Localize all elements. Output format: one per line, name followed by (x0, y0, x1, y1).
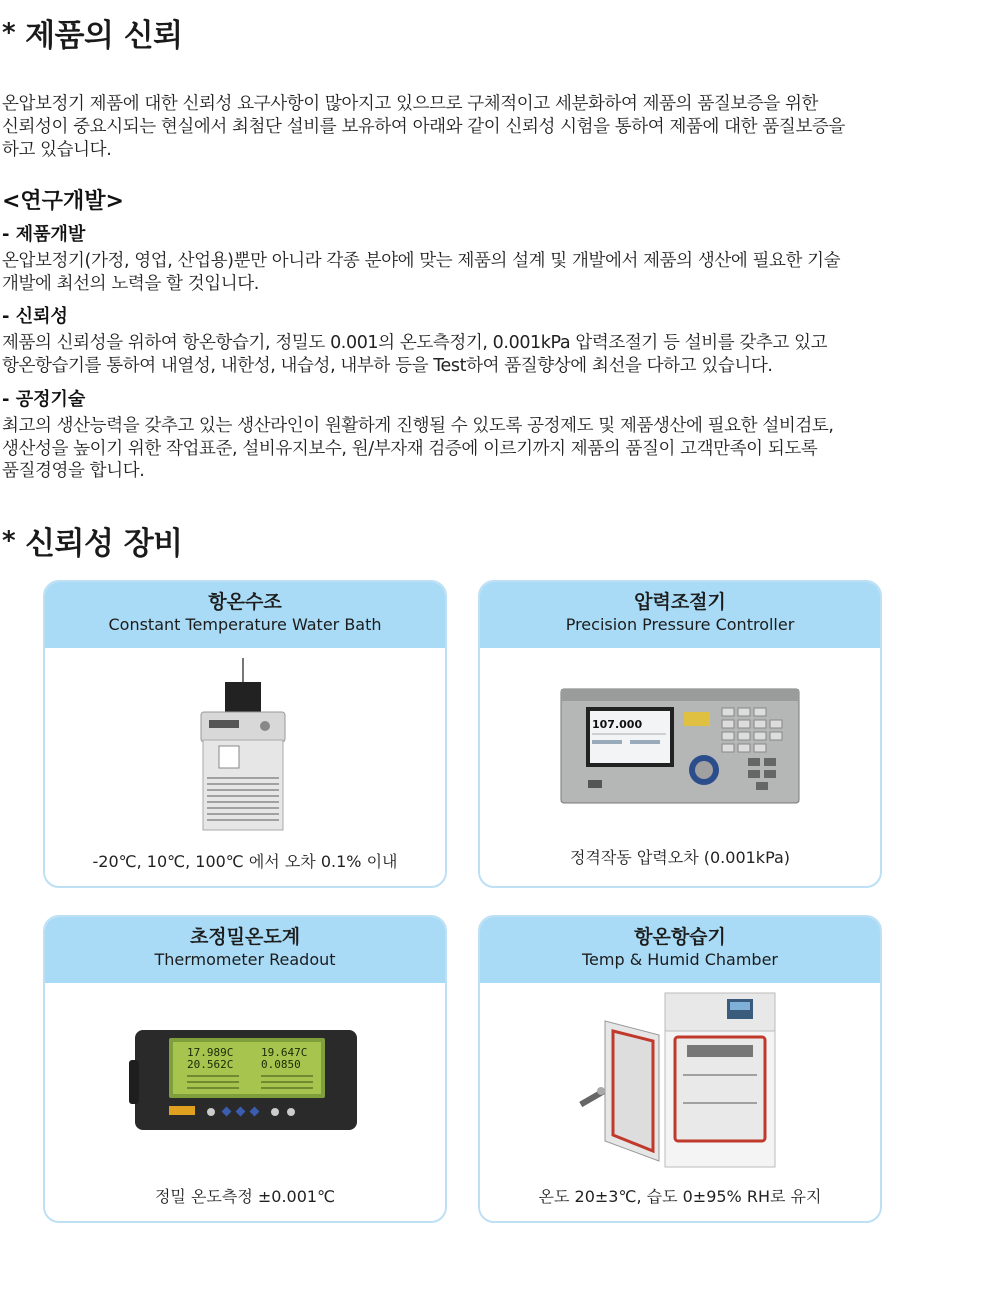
thermometer-readout-image (45, 983, 445, 1179)
humid-chamber-image (480, 983, 880, 1179)
intro-line: 신뢰성이 중요시되는 현실에서 최첨단 설비를 보유하여 아래와 같이 신뢰성 시험을 통하여 제품에 대한 품질보증을 (2, 117, 845, 137)
equipment-card-pressure-controller (478, 580, 882, 888)
card-header (45, 582, 445, 648)
paragraph-line: 품질경영을 합니다. (2, 461, 145, 481)
equipment-card-thermometer-readout (43, 915, 447, 1223)
card-title-ko: 압력조절기 (634, 591, 726, 613)
readout-value-1: 17.989C (187, 1046, 234, 1059)
section-title-text: 신뢰성 장비 (25, 526, 183, 562)
paragraph-line: 온압보정기(가정, 영업, 산업용)뿐만 아니라 각종 분야에 맞는 제품의 설계 및 개발에서 제품의 생산에 필요한 기술 (2, 251, 841, 271)
paragraph-line: 항온항습기를 통하여 내열성, 내한성, 내습성, 내부하 등을 Test하여 품질향상에 최선을 다하고 있습니다. (2, 355, 773, 376)
asterisk-marker: * (2, 17, 16, 48)
card-caption: -20℃, 10℃, 100℃ 에서 오차 0.1% 이내 (92, 852, 398, 871)
paragraph-line: 최고의 생산능력을 갖추고 있는 생산라인이 원활하게 진행될 수 있도록 공정제도 및 제품생산에 필요한 설비검토, (2, 416, 834, 436)
rnd-heading-reliability: - 신뢰성 (2, 306, 68, 327)
pressure-screen-value: 107.000 (592, 718, 643, 731)
card-title-en: Precision Pressure Controller (565, 615, 795, 634)
paragraph-line: 제품의 신뢰성을 위하여 항온항습기, 정밀도 0.001의 온도측정기, 0.001kPa 압력조절기 등 설비를 갖추고 있고 (2, 333, 828, 353)
equipment-card-humid-chamber (478, 915, 882, 1223)
card-caption: 정밀 온도측정 ±0.001℃ (154, 1187, 336, 1206)
readout-value-2: 19.647C (261, 1046, 308, 1059)
card-caption: 온도 20±3℃, 습도 0±95% RH로 유지 (538, 1187, 822, 1206)
rnd-paragraph-process-tech (2, 415, 962, 483)
readout-value-3: 20.562C (187, 1058, 234, 1071)
rnd-heading-process-tech: - 공정기술 (2, 389, 86, 410)
section-title-reliability-equipment (2, 518, 183, 563)
rnd-title: <연구개발> (2, 189, 124, 214)
card-title-ko: 초정밀온도계 (189, 926, 301, 948)
equipment-card-water-bath (43, 580, 447, 888)
card-header (480, 917, 880, 983)
card-title-en: Constant Temperature Water Bath (108, 615, 382, 634)
card-header (45, 917, 445, 983)
card-title-ko: 항온수조 (208, 591, 282, 613)
asterisk-marker: * (2, 525, 16, 556)
rnd-paragraph-reliability (2, 332, 962, 377)
water-bath-image (45, 648, 445, 844)
pressure-controller-image (480, 648, 880, 844)
rnd-paragraph-product-development (2, 250, 962, 295)
card-title-ko: 항온항습기 (634, 926, 726, 948)
intro-paragraph (2, 93, 962, 162)
card-header (480, 582, 880, 648)
card-title-en: Thermometer Readout (154, 950, 336, 969)
intro-line: 하고 있습니다. (2, 140, 112, 160)
intro-line: 온압보정기 제품에 대한 신뢰성 요구사항이 많아지고 있으므로 구체적이고 세분화하여 제품의 품질보증을 위한 (2, 94, 819, 114)
paragraph-line: 생산성을 높이기 위한 작업표준, 설비유지보수, 원/부자재 검증에 이르기까지 제품의 품질이 고객만족이 되도록 (2, 438, 818, 459)
paragraph-line: 개발에 최선의 노력을 할 것입니다. (2, 273, 259, 294)
section-title-text: 제품의 신뢰 (25, 18, 183, 54)
readout-value-4: 0.0850 (261, 1058, 301, 1071)
rnd-heading-product-development: - 제품개발 (2, 224, 86, 245)
card-caption: 정격작동 압력오차 (0.001kPa) (569, 848, 791, 867)
card-title-en: Temp & Humid Chamber (581, 950, 778, 969)
section-title-product-reliability (2, 10, 183, 55)
